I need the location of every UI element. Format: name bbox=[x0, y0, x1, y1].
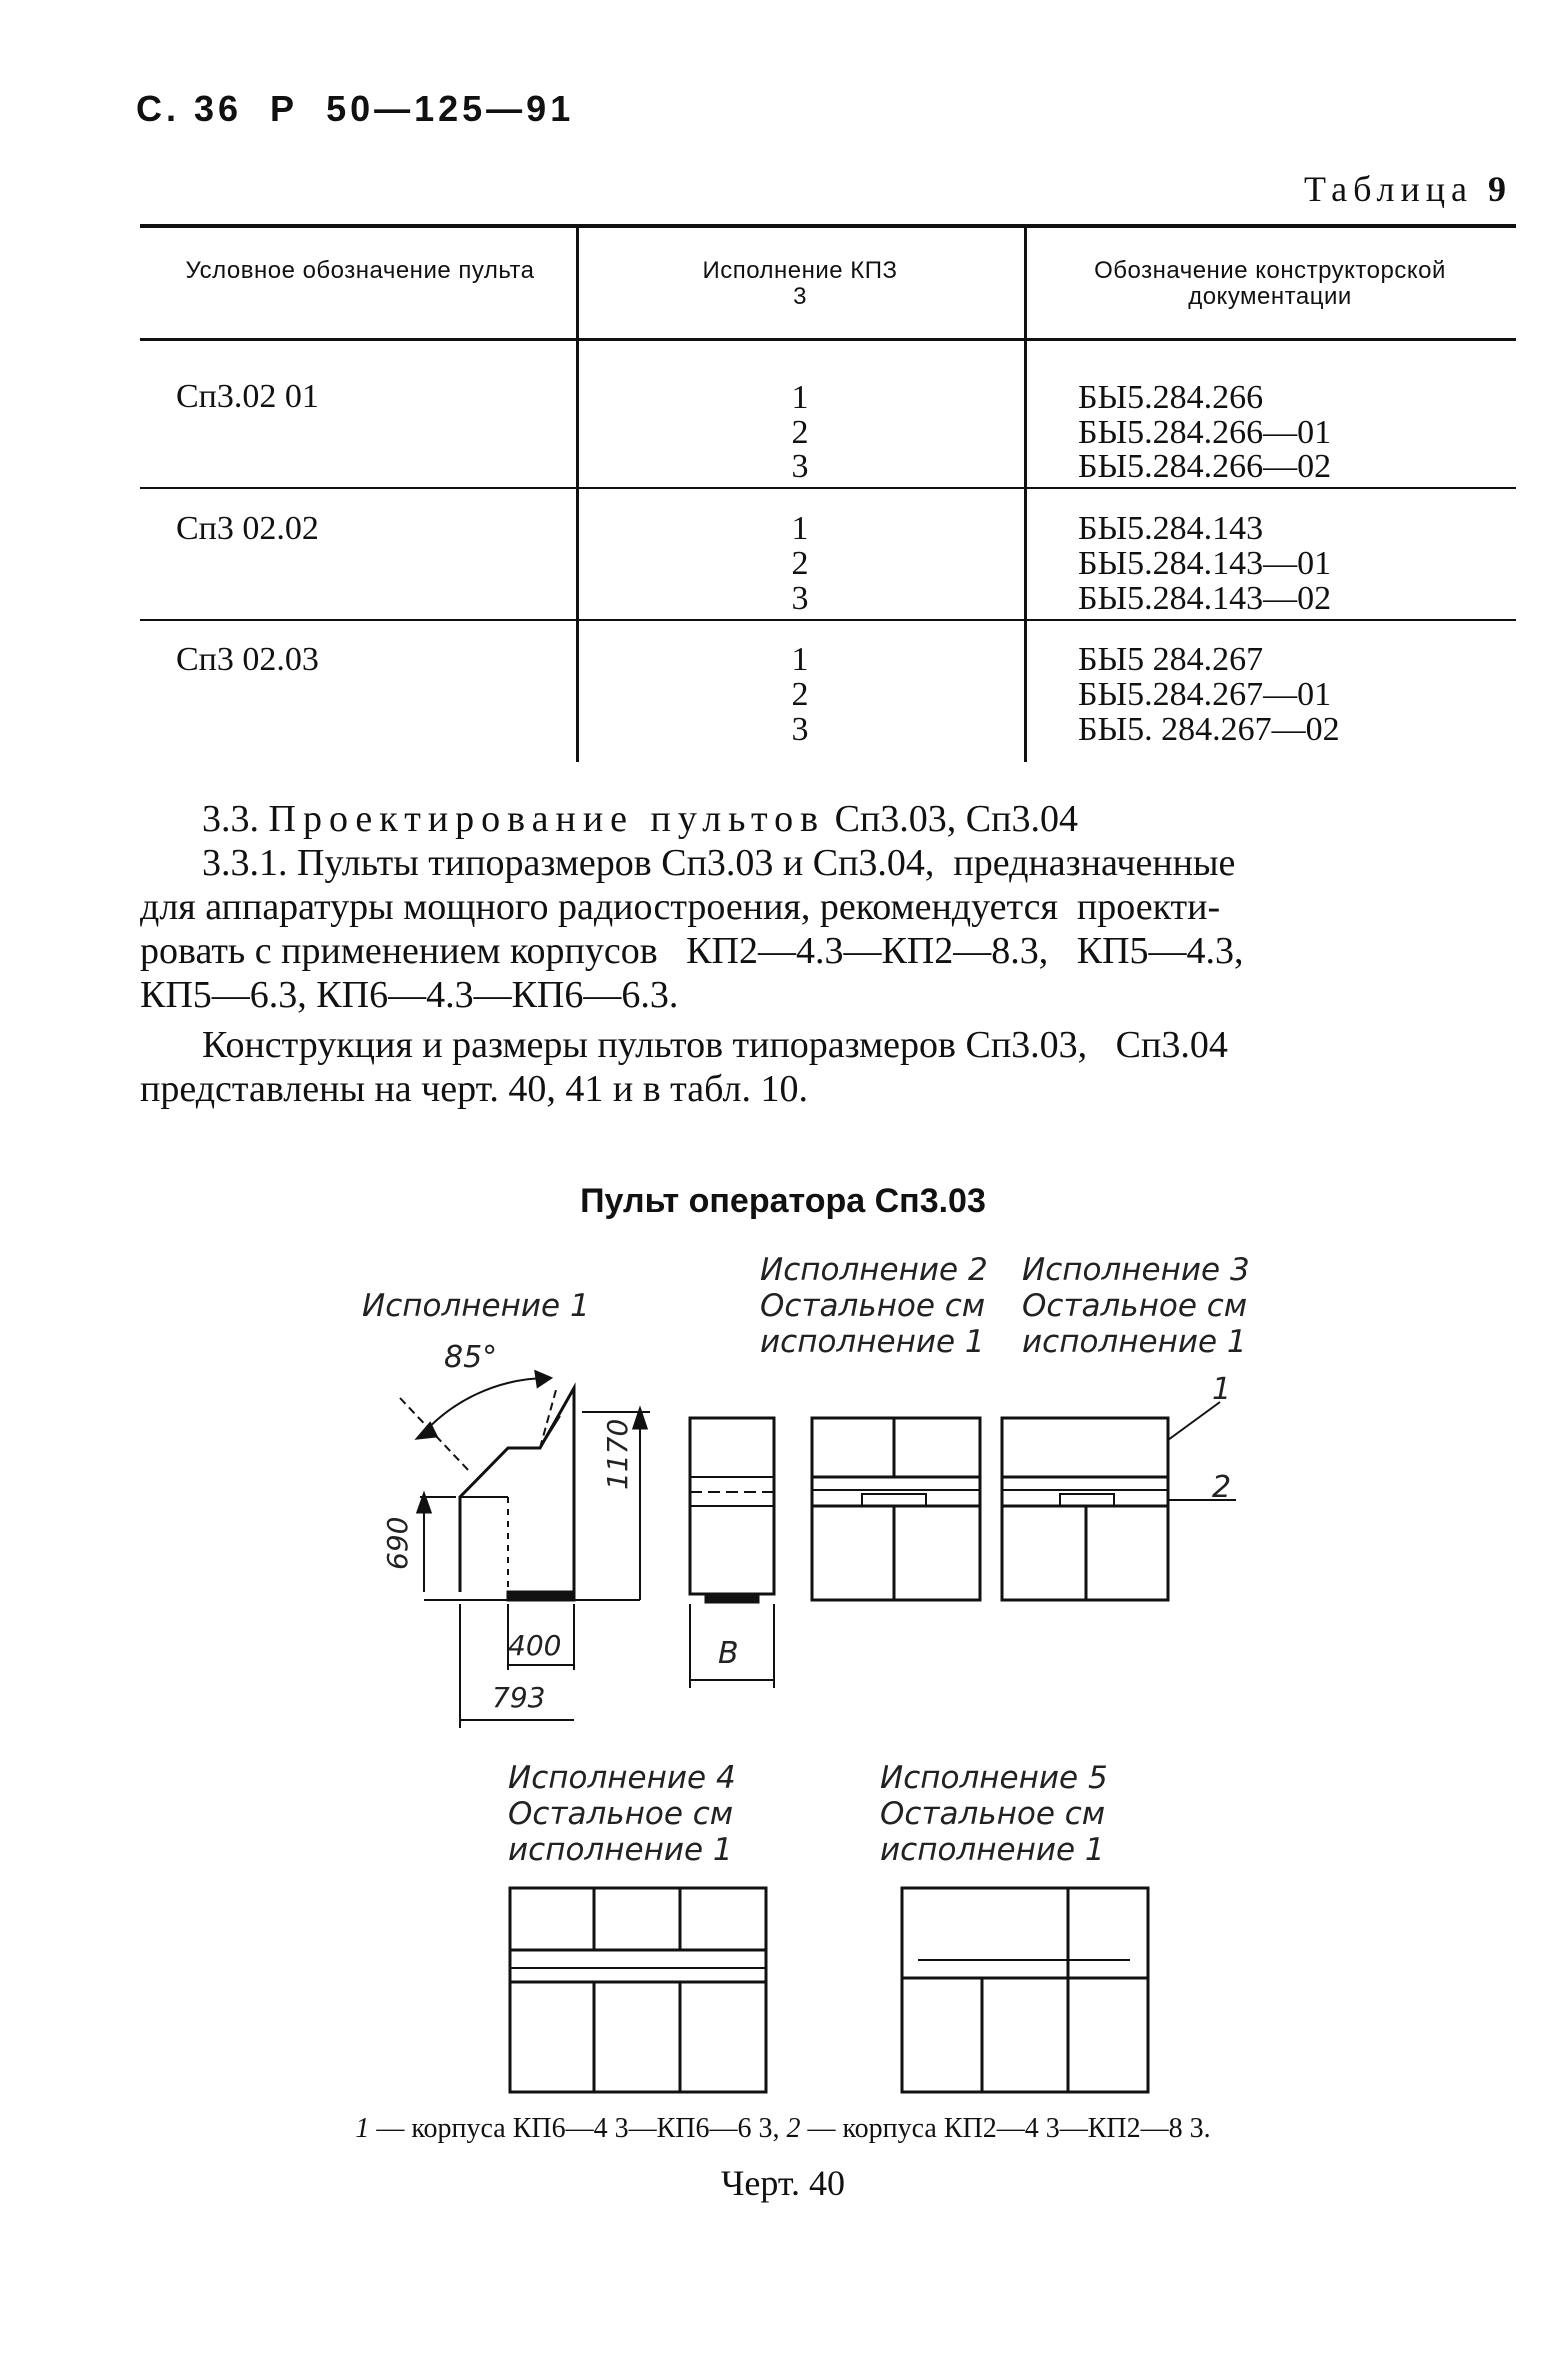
variant-2-main-view bbox=[812, 1418, 980, 1600]
table-row-doc: БЫ5.284.266—02 bbox=[1078, 448, 1332, 485]
variant-3-view bbox=[1002, 1402, 1236, 1600]
table-row-doc: БЫ5.284.143—01 bbox=[1078, 545, 1332, 582]
width-b-dimension: В bbox=[718, 1636, 739, 1671]
table-row-doc: БЫ5.284.266—01 bbox=[1078, 414, 1332, 451]
table-row-name: Сп3 02.03 bbox=[176, 641, 319, 678]
table-row-variant: 3 bbox=[791, 711, 809, 748]
table-row-doc: БЫ5.284.266 bbox=[1078, 379, 1264, 416]
table-row-doc: БЫ5. 284.267—02 bbox=[1078, 711, 1340, 748]
table-caption-number: 9 bbox=[1488, 169, 1506, 209]
table-row-doc: БЫ5.284.267—01 bbox=[1078, 676, 1332, 713]
table-row-variant: 2 bbox=[791, 414, 809, 451]
depth-793-dimension: 793 bbox=[492, 1681, 546, 1714]
low-height-dimension: 690 bbox=[381, 1516, 414, 1570]
table-row-doc: БЫ5 284.267 bbox=[1078, 641, 1264, 678]
table-row-variant: 2 bbox=[791, 676, 809, 713]
table-header-name: Условное обозначение пульта bbox=[185, 257, 535, 284]
section-number: 3.3. bbox=[202, 798, 259, 840]
legend-text: — корпуса КП2—4 3—КП2—8 3. bbox=[800, 2113, 1211, 2144]
table-row-doc: БЫ5.284.143—02 bbox=[1078, 580, 1332, 617]
legend-number: 2 bbox=[786, 2113, 801, 2144]
callout-1: 1 bbox=[1212, 1372, 1232, 1407]
section-title-tail: Сп3.03, Сп3.04 bbox=[834, 798, 1078, 840]
table-row-variant: 1 bbox=[791, 510, 809, 547]
depth-400-dimension: 400 bbox=[508, 1629, 562, 1662]
paragraph-line: представлены на черт. 40, 41 и в табл. 10. bbox=[140, 1068, 808, 1110]
paragraph-line: КП5—6.3, КП6—4.3—КП6—6.3. bbox=[140, 974, 679, 1016]
table-row-doc: БЫ5.284.143 bbox=[1078, 510, 1264, 547]
variant-3-label: Исполнение 3 Остальное см исполнение 1 bbox=[1022, 1252, 1250, 1360]
table-caption-word: Таблица bbox=[1304, 169, 1473, 209]
table-row-variant: 2 bbox=[791, 545, 809, 582]
height-dimension: 1170 bbox=[601, 1418, 634, 1490]
paragraph-line: 3.3.1. Пульты типоразмеров Сп3.03 и Сп3.04, предназначенные bbox=[202, 842, 1236, 884]
variant-5-view bbox=[902, 1888, 1148, 2092]
table-header-variant: Исполнение КПЗ 3 bbox=[702, 257, 898, 310]
table-row-variant: 3 bbox=[791, 448, 809, 485]
table-row-name: Сп3.02 01 bbox=[176, 378, 319, 415]
variant-1-label: Исполнение 1 bbox=[362, 1288, 590, 1324]
paragraph-line: для аппаратуры мощного радиостроения, рекомендуется проекти- bbox=[140, 886, 1221, 928]
drawing-number: Черт. 40 bbox=[721, 2163, 845, 2203]
figure-title: Пульт оператора Сп3.03 bbox=[580, 1182, 986, 1220]
table-header-docs: Обозначение конструкторской документации bbox=[1094, 257, 1446, 310]
legend-number: 1 bbox=[355, 2113, 370, 2144]
variant-4-view bbox=[510, 1888, 766, 2092]
angle-dimension: 85° bbox=[444, 1340, 498, 1375]
variant-5-label: Исполнение 5 Остальное см исполнение 1 bbox=[880, 1760, 1108, 1868]
section-title: Проектирование пультов bbox=[268, 798, 826, 840]
page-header: С. 36 Р 50—125—91 bbox=[136, 88, 575, 129]
legend-text: — корпуса КП6—4 3—КП6—6 3, bbox=[369, 2113, 787, 2144]
figure-legend bbox=[0, 2113, 1566, 2145]
table-row-name: Сп3 02.02 bbox=[176, 510, 319, 547]
paragraph-line: ровать с применением корпусов КП2—4.3—КП2—8.3, КП5—4.3, bbox=[140, 930, 1244, 972]
variant-4-label: Исполнение 4 Остальное см исполнение 1 bbox=[508, 1760, 736, 1868]
callout-2: 2 bbox=[1212, 1470, 1232, 1505]
table-row-variant: 1 bbox=[791, 641, 809, 678]
variant-2-label: Исполнение 2 Остальное см исполнение 1 bbox=[760, 1252, 988, 1360]
table-row-variant: 3 bbox=[791, 580, 809, 617]
paragraph-line: Конструкция и размеры пультов типоразмеров Сп3.03, Сп3.04 bbox=[202, 1024, 1228, 1066]
table-row-variant: 1 bbox=[791, 379, 809, 416]
